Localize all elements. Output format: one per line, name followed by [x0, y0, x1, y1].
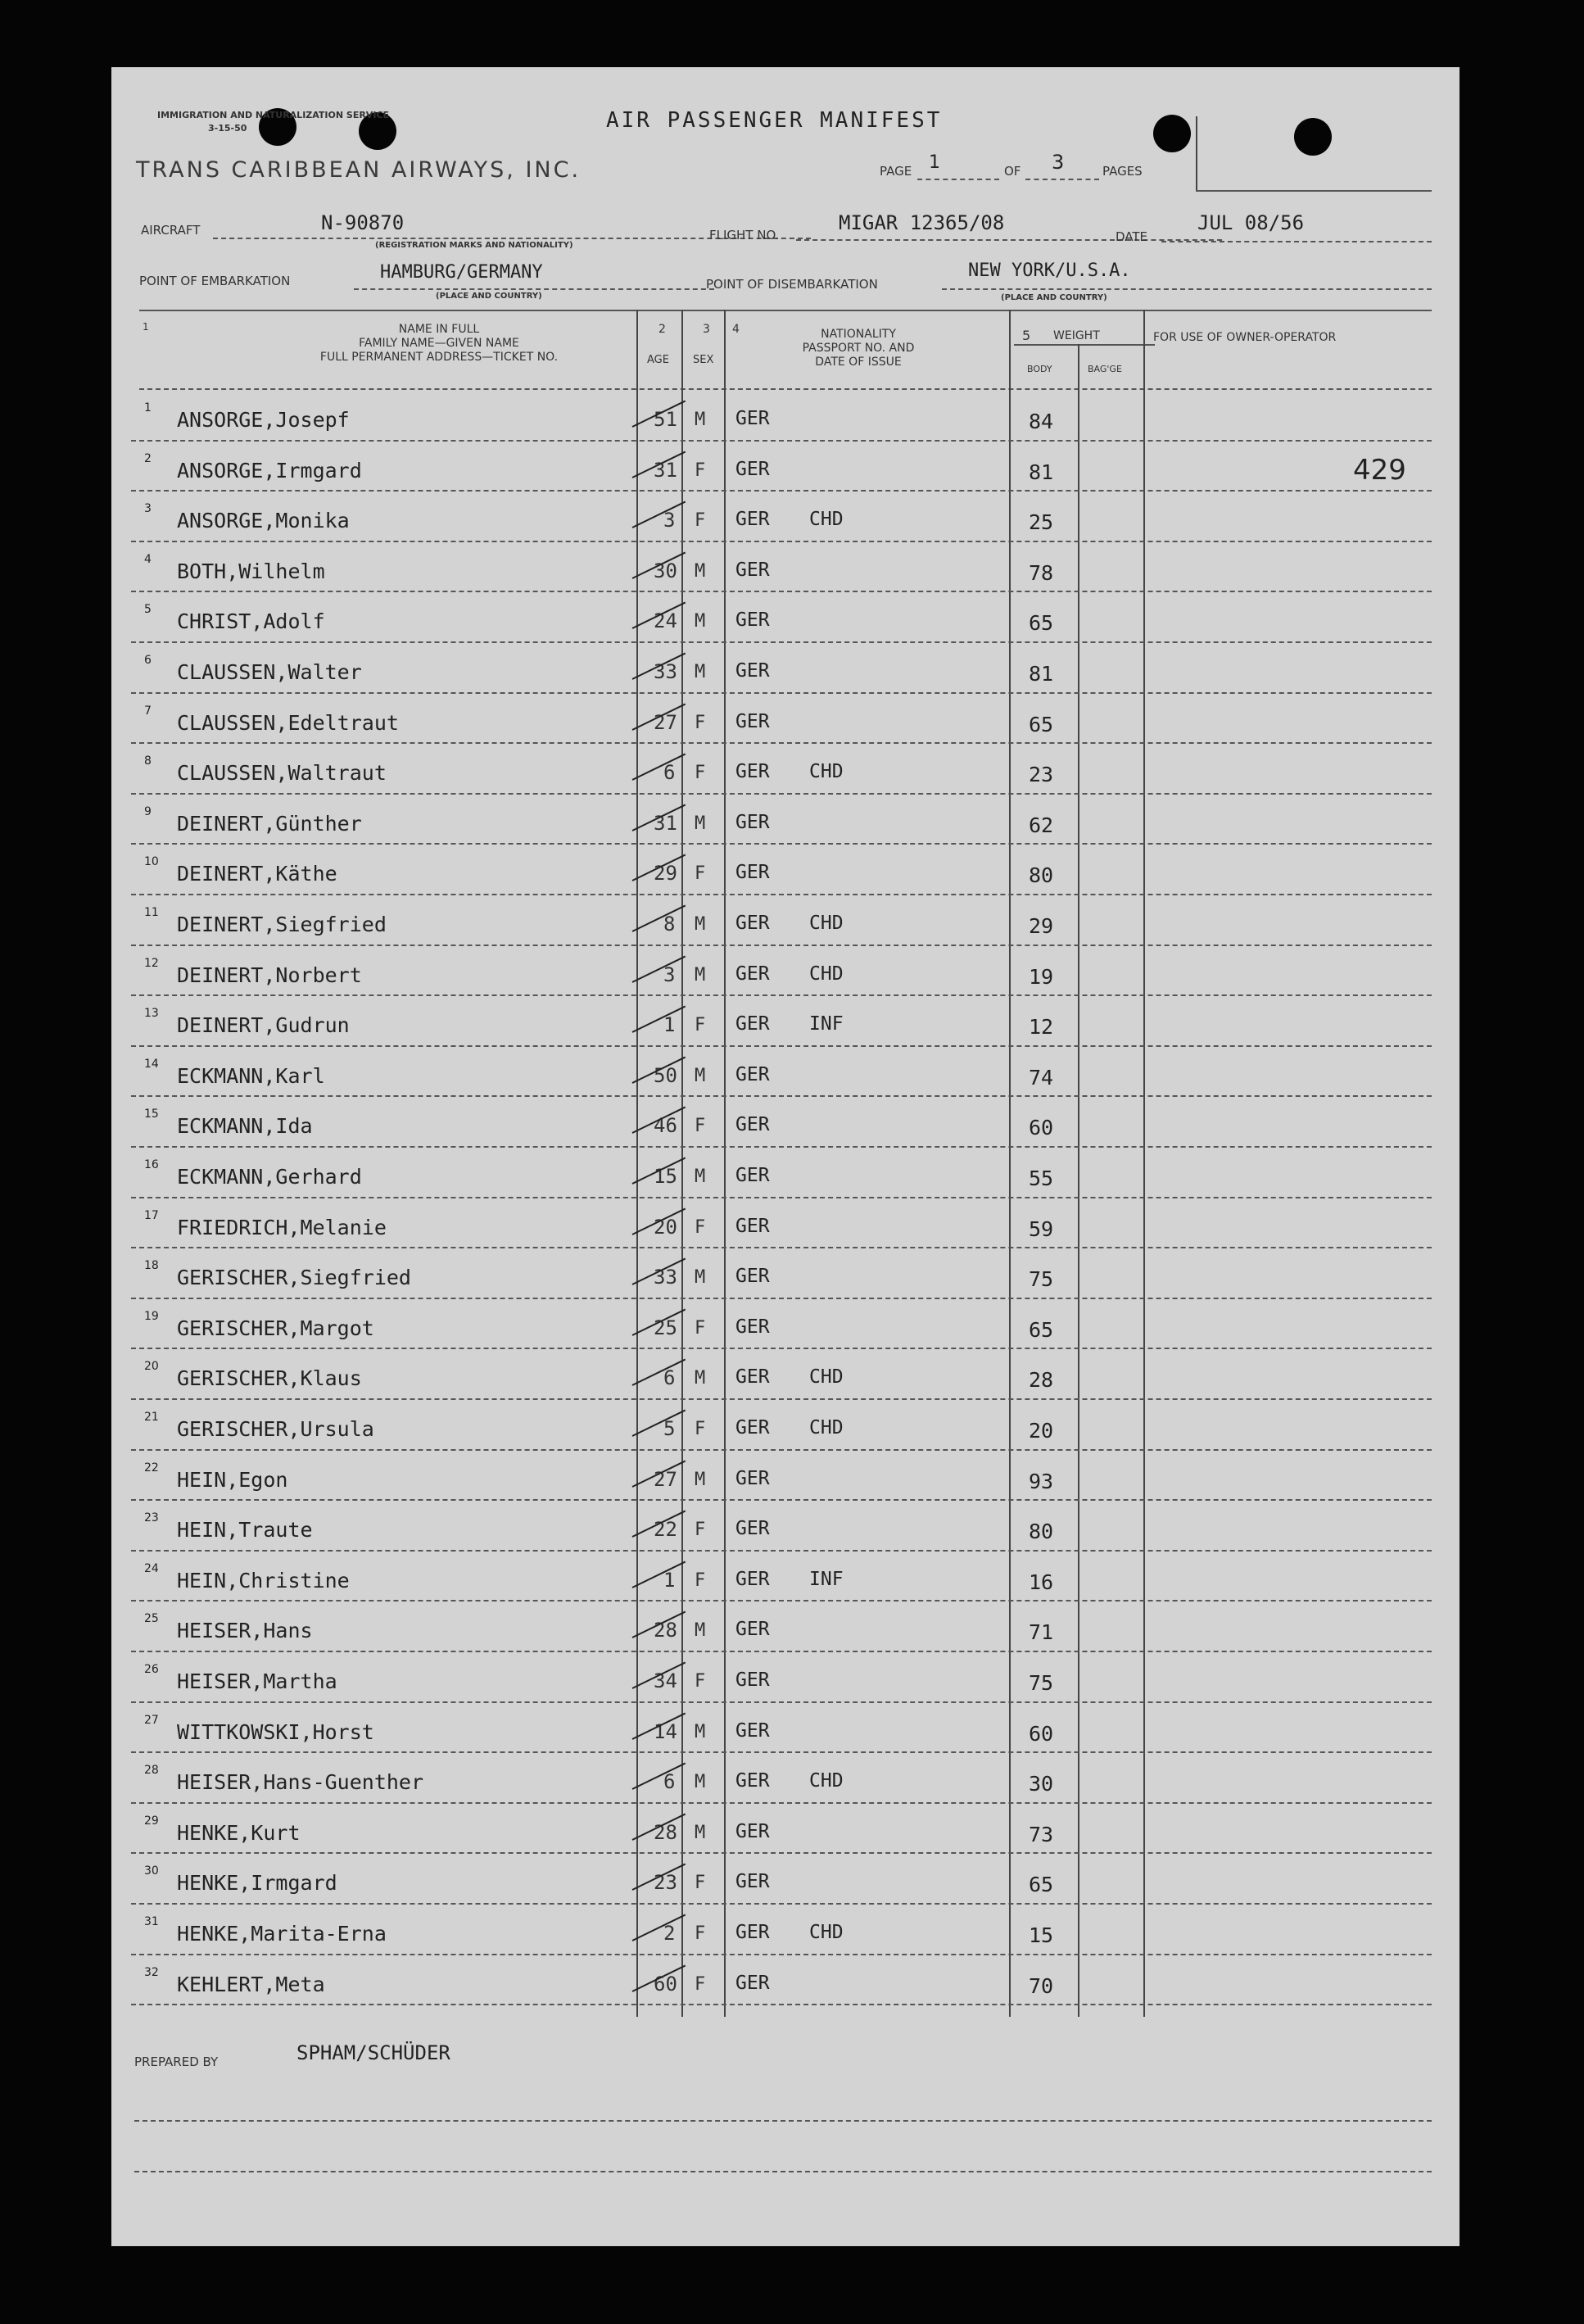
body-weight: 55 [1029, 1167, 1054, 1190]
age-check-mark [632, 501, 686, 528]
passenger-name: FRIEDRICH,Melanie [177, 1215, 387, 1239]
passenger-sex: F [695, 1923, 706, 1944]
passenger-nationality: GER [735, 963, 770, 985]
passenger-nationality: GER [735, 811, 770, 833]
aircraft-note: (REGISTRATION MARKS AND NATIONALITY) [375, 241, 573, 250]
row-number: 14 [144, 1057, 159, 1071]
table-row [111, 1752, 1460, 1803]
body-weight: 19 [1029, 964, 1054, 989]
table-row [111, 1198, 1460, 1248]
body-weight: 84 [1029, 410, 1054, 433]
table-row [111, 693, 1460, 744]
body-weight: 29 [1029, 914, 1054, 938]
passenger-name: CLAUSSEN,Waltraut [177, 761, 387, 786]
passenger-nationality: GER [735, 1316, 770, 1338]
passenger-sex: M [695, 914, 706, 935]
passenger-sex: M [695, 1721, 706, 1742]
passenger-sex: F [695, 1116, 706, 1137]
passenger-name: ECKMANN,Karl [177, 1063, 325, 1088]
table-row [111, 895, 1460, 945]
passenger-sex: M [695, 1368, 706, 1389]
col4-number: 4 [732, 323, 740, 336]
row-number: 25 [144, 1612, 159, 1626]
passenger-name: ANSORGE,Josepf [177, 408, 350, 432]
passenger-category: CHD [809, 1417, 844, 1438]
table-row [111, 1651, 1460, 1702]
table-row [111, 1450, 1460, 1501]
age-check-mark [632, 1763, 686, 1790]
disembarkation-value: NEW YORK/U.S.A. [968, 260, 1131, 281]
table-row [111, 1853, 1460, 1904]
passenger-sex: F [695, 510, 706, 532]
passenger-nationality: GER [735, 1820, 770, 1842]
passenger-age: 2 [663, 1922, 676, 1945]
body-weight: 81 [1029, 662, 1054, 686]
passenger-age: 29 [654, 862, 677, 886]
passenger-name: HEISER,Hans [177, 1619, 313, 1643]
passenger-age: 28 [654, 1820, 677, 1844]
passenger-age: 14 [654, 1719, 677, 1743]
passenger-age: 23 [654, 1871, 677, 1895]
age-check-mark [632, 955, 686, 982]
table-row [111, 1955, 1460, 2005]
body-weight: 65 [1029, 611, 1054, 636]
col3-title: SEX [693, 354, 714, 366]
passenger-sex: M [695, 1620, 706, 1642]
service-line: IMMIGRATION AND NATURALIZATION SERVICE [157, 110, 390, 120]
row-number: 8 [144, 754, 152, 768]
table-row [111, 541, 1460, 592]
page-total: 3 [1052, 151, 1065, 174]
age-check-mark [632, 905, 686, 932]
table-row [111, 1803, 1460, 1854]
row-number: 3 [144, 502, 152, 516]
passenger-nationality: GER [735, 1518, 770, 1540]
table-row [111, 1702, 1460, 1753]
table-row [111, 743, 1460, 794]
passenger-age: 24 [654, 609, 677, 633]
passenger-nationality: GER [735, 559, 770, 581]
passenger-age: 33 [654, 1266, 677, 1289]
table-row [111, 1904, 1460, 1955]
passenger-name: HENKE,Kurt [177, 1820, 301, 1845]
row-number: 24 [144, 1561, 159, 1575]
passenger-name: GERISCHER,Siegfried [177, 1266, 411, 1290]
passenger-age: 33 [654, 660, 677, 683]
passenger-age: 22 [654, 1518, 677, 1542]
embarkation-value: HAMBURG/GERMANY [380, 262, 543, 283]
row-number: 29 [144, 1814, 159, 1828]
col5-title: WEIGHT [1053, 329, 1100, 342]
passenger-name: HEISER,Hans-Guenther [177, 1770, 424, 1795]
passenger-name: DEINERT,Gudrun [177, 1013, 350, 1038]
table-row [111, 1399, 1460, 1450]
col1-title: NAME IN FULL FAMILY NAME—GIVEN NAME FULL PERMANENT ADDRESS—TICKET NO. [319, 323, 559, 364]
row-number: 6 [144, 654, 152, 667]
table-row [111, 1298, 1460, 1349]
flight-value: MIGAR 12365/08 [839, 211, 1005, 234]
passenger-age: 28 [654, 1619, 677, 1642]
passenger-sex: F [695, 712, 706, 733]
row-number: 17 [144, 1208, 159, 1222]
table-row [111, 591, 1460, 642]
age-check-mark [632, 1410, 686, 1437]
col1-number: 1 [143, 321, 149, 333]
body-weight: 73 [1029, 1822, 1054, 1846]
passenger-name: CHRIST,Adolf [177, 609, 325, 634]
passenger-sex: F [695, 1973, 706, 1995]
body-weight: 25 [1029, 510, 1054, 535]
body-weight: 81 [1029, 460, 1054, 484]
passenger-sex: M [695, 1469, 706, 1490]
body-weight: 74 [1029, 1065, 1054, 1090]
table-row [111, 1248, 1460, 1298]
row-number: 2 [144, 451, 152, 465]
passenger-nationality: GER [735, 1770, 770, 1792]
passenger-name: GERISCHER,Klaus [177, 1366, 362, 1391]
passenger-sex: F [695, 1216, 706, 1238]
passenger-sex: M [695, 813, 706, 834]
passenger-name: CLAUSSEN,Edeltraut [177, 710, 399, 735]
page-label: PAGE [880, 164, 912, 179]
embarkation-note: (PLACE AND COUNTRY) [436, 292, 542, 301]
passenger-nationality: GER [735, 1215, 770, 1237]
body-weight: 80 [1029, 863, 1054, 888]
passenger-name: HEIN,Traute [177, 1518, 313, 1543]
passenger-sex: M [695, 1772, 706, 1793]
form-number: 3-15-50 [208, 123, 247, 134]
table-row [111, 441, 1460, 492]
row-number: 32 [144, 1965, 159, 1979]
body-weight: 65 [1029, 1873, 1054, 1897]
passenger-name: HENKE,Irmgard [177, 1871, 337, 1896]
body-weight: 59 [1029, 1216, 1054, 1241]
col3-number: 3 [703, 323, 710, 336]
passenger-age: 3 [663, 509, 676, 532]
passenger-sex: M [695, 560, 706, 582]
row-number: 7 [144, 704, 152, 718]
embarkation-label: POINT OF EMBARKATION [139, 274, 291, 288]
page-number: 1 [929, 152, 940, 173]
passenger-sex: F [695, 1570, 706, 1591]
row-number: 10 [144, 855, 159, 869]
passenger-nationality: GER [735, 1165, 770, 1186]
passenger-age: 3 [663, 963, 676, 986]
passenger-nationality: GER [735, 509, 770, 531]
table-row [111, 1500, 1460, 1551]
passenger-category: CHD [809, 1922, 844, 1943]
body-weight: 75 [1029, 1671, 1054, 1695]
form-title: AIR PASSENGER MANIFEST [606, 108, 943, 133]
passenger-name: DEINERT,Norbert [177, 963, 362, 987]
col2-number: 2 [658, 323, 666, 336]
passenger-name: DEINERT,Siegfried [177, 913, 387, 936]
passenger-age: 27 [654, 710, 677, 734]
body-weight: 80 [1029, 1520, 1054, 1544]
passenger-category: CHD [809, 1770, 844, 1792]
row-number: 28 [144, 1764, 159, 1778]
of-label: OF [1004, 164, 1021, 179]
passenger-sex: M [695, 611, 706, 632]
row-number: 12 [144, 956, 159, 970]
row-number: 4 [144, 552, 152, 566]
passenger-age: 60 [654, 1972, 677, 1996]
table-row [111, 1348, 1460, 1399]
passenger-age: 31 [654, 811, 677, 835]
passenger-sex: M [695, 662, 706, 682]
passenger-age: 27 [654, 1467, 677, 1491]
passenger-name: DEINERT,Günther [177, 811, 362, 836]
row-number: 31 [144, 1915, 159, 1928]
passenger-age: 1 [663, 1568, 676, 1592]
prepared-label: PREPARED BY [134, 2054, 219, 2069]
passenger-nationality: GER [735, 1922, 770, 1943]
passenger-nationality: GER [735, 862, 770, 884]
passenger-nationality: GER [735, 660, 770, 682]
body-weight: 93 [1029, 1469, 1054, 1493]
passenger-name: CLAUSSEN,Walter [177, 660, 362, 684]
punch-hole [1153, 115, 1191, 152]
table-row [111, 1046, 1460, 1097]
table-row [111, 642, 1460, 693]
passenger-age: 6 [663, 1366, 676, 1390]
passenger-category: CHD [809, 761, 844, 783]
row-number: 30 [144, 1864, 159, 1878]
body-weight: 16 [1029, 1570, 1054, 1594]
table-row [111, 390, 1460, 441]
passenger-sex: F [695, 460, 706, 481]
passenger-nationality: GER [735, 1366, 770, 1389]
passenger-sex: F [695, 763, 706, 784]
age-check-mark [632, 1006, 686, 1033]
passenger-age: 6 [663, 761, 676, 785]
passenger-nationality: GER [735, 1669, 770, 1691]
passenger-age: 51 [654, 408, 677, 431]
body-weight: 71 [1029, 1620, 1054, 1645]
row-number: 11 [144, 906, 159, 919]
col6-title: FOR USE OF OWNER-OPERATOR [1153, 331, 1337, 344]
age-check-mark [632, 1561, 686, 1588]
prepared-value: SPHAM/SCHÜDER [296, 2041, 450, 2064]
passenger-age: 5 [663, 1417, 676, 1440]
body-weight: 60 [1029, 1721, 1054, 1746]
passenger-name: DEINERT,Käthe [177, 862, 337, 886]
row-number: 19 [144, 1309, 159, 1323]
body-weight: 15 [1029, 1923, 1054, 1947]
passenger-sex: F [695, 1317, 706, 1339]
date-label: DATE [1116, 229, 1148, 244]
row-number: 20 [144, 1360, 159, 1374]
row-number: 16 [144, 1158, 159, 1171]
passenger-age: 34 [654, 1669, 677, 1692]
body-weight: 65 [1029, 1317, 1054, 1342]
body-weight: 28 [1029, 1368, 1054, 1393]
passenger-nationality: GER [735, 1417, 770, 1438]
passenger-nationality: GER [735, 761, 770, 783]
passenger-category: CHD [809, 913, 844, 934]
table-row [111, 794, 1460, 845]
passenger-nationality: GER [735, 1266, 770, 1288]
row-number: 1 [144, 401, 152, 415]
passenger-age: 1 [663, 1013, 676, 1037]
passenger-nationality: GER [735, 1013, 770, 1035]
row-divider [131, 2004, 1432, 2005]
row-number: 15 [144, 1108, 159, 1121]
punch-hole [1294, 118, 1332, 156]
passenger-name: KEHLERT,Meta [177, 1972, 325, 1996]
carrier-name: TRANS CARIBBEAN AIRWAYS, INC. [136, 157, 582, 183]
passenger-age: 15 [654, 1165, 677, 1188]
passenger-sex: M [695, 1065, 706, 1086]
body-weight: 30 [1029, 1772, 1054, 1796]
passenger-name: WITTKOWSKI,Horst [177, 1719, 374, 1744]
passenger-name: BOTH,Wilhelm [177, 559, 325, 583]
passenger-sex: F [695, 863, 706, 885]
age-check-mark [632, 754, 686, 781]
body-weight: 20 [1029, 1419, 1054, 1443]
passenger-sex: M [695, 410, 706, 430]
flight-label: FLIGHT NO. [709, 228, 780, 242]
passenger-name: HEISER,Martha [177, 1669, 337, 1693]
passenger-nationality: GER [735, 408, 770, 429]
passenger-nationality: GER [735, 1619, 770, 1641]
row-number: 13 [144, 1007, 159, 1021]
row-number: 18 [144, 1259, 159, 1273]
passenger-category: CHD [809, 509, 844, 531]
passenger-age: 8 [663, 913, 676, 935]
passenger-age: 6 [663, 1770, 676, 1794]
table-row [111, 1096, 1460, 1147]
col4-title: NATIONALITY PASSPORT NO. AND DATE OF ISSUE [802, 328, 915, 369]
disembarkation-label: POINT OF DISEMBARKATION [706, 277, 878, 292]
passenger-sex: F [695, 1015, 706, 1036]
body-weight: 12 [1029, 1015, 1054, 1040]
body-weight: 70 [1029, 1973, 1054, 1998]
row-number: 9 [144, 804, 152, 818]
passenger-name: ANSORGE,Irmgard [177, 458, 362, 482]
table-row [111, 844, 1460, 895]
table-row [111, 995, 1460, 1046]
passenger-name: GERISCHER,Ursula [177, 1417, 374, 1441]
body-weight: 78 [1029, 560, 1054, 585]
passenger-nationality: GER [735, 710, 770, 732]
passenger-nationality: GER [735, 1063, 770, 1085]
table-row [111, 1147, 1460, 1198]
passenger-name: ECKMANN,Ida [177, 1114, 313, 1139]
passenger-age: 30 [654, 559, 677, 582]
passenger-nationality: GER [735, 1467, 770, 1489]
row-number: 22 [144, 1461, 159, 1475]
passenger-name: ANSORGE,Monika [177, 509, 350, 533]
passenger-age: 25 [654, 1316, 677, 1339]
passenger-sex: F [695, 1520, 706, 1541]
body-weight: 62 [1029, 813, 1054, 837]
aircraft-value: N-90870 [321, 211, 405, 234]
passenger-name: GERISCHER,Margot [177, 1316, 374, 1340]
passenger-category: INF [809, 1013, 844, 1035]
row-number: 27 [144, 1713, 159, 1727]
passenger-nationality: GER [735, 458, 770, 480]
passenger-nationality: GER [735, 1871, 770, 1893]
body-weight: 65 [1029, 712, 1054, 736]
row-number: 5 [144, 603, 152, 617]
passenger-sex: F [695, 1419, 706, 1439]
date-value: JUL 08/56 [1197, 211, 1305, 234]
row-number: 21 [144, 1411, 159, 1424]
passenger-sex: M [695, 1167, 706, 1187]
col5-body: BODY [1027, 364, 1052, 374]
row-number: 23 [144, 1511, 159, 1525]
passenger-sex: M [695, 964, 706, 985]
passenger-nationality: GER [735, 609, 770, 632]
passenger-age: 46 [654, 1114, 677, 1138]
passenger-name: HEIN,Egon [177, 1467, 288, 1492]
passenger-nationality: GER [735, 913, 770, 934]
passenger-name: HEIN,Christine [177, 1568, 350, 1592]
passenger-age: 20 [654, 1215, 677, 1239]
table-row [111, 491, 1460, 541]
aircraft-label: AIRCRAFT [141, 223, 201, 238]
passenger-age: 50 [654, 1063, 677, 1087]
passenger-category: INF [809, 1568, 844, 1590]
passenger-nationality: GER [735, 1568, 770, 1590]
body-weight: 75 [1029, 1267, 1054, 1292]
passenger-sex: M [695, 1267, 706, 1289]
passenger-age: 31 [654, 458, 677, 482]
col5-baggage: BAG'GE [1088, 364, 1122, 374]
passenger-sex: F [695, 1873, 706, 1894]
passenger-name: ECKMANN,Gerhard [177, 1165, 362, 1189]
table-row [111, 1551, 1460, 1601]
passenger-nationality: GER [735, 1719, 770, 1742]
passenger-nationality: GER [735, 1972, 770, 1994]
table-row [111, 1601, 1460, 1651]
age-check-mark [632, 1914, 686, 1941]
passenger-name: HENKE,Marita-Erna [177, 1922, 387, 1946]
body-weight: 23 [1029, 763, 1054, 787]
passenger-category: CHD [809, 1366, 844, 1389]
passenger-nationality: GER [735, 1114, 770, 1136]
passenger-sex: M [695, 1822, 706, 1843]
table-row [111, 945, 1460, 996]
disembarkation-note: (PLACE AND COUNTRY) [1001, 293, 1107, 302]
col2-title: AGE [647, 354, 669, 366]
row-number: 26 [144, 1663, 159, 1676]
pages-label: PAGES [1102, 164, 1143, 179]
passenger-sex: F [695, 1671, 706, 1692]
manifest-sheet [111, 67, 1460, 2246]
col5-number: 5 [1022, 328, 1031, 343]
body-weight: 60 [1029, 1116, 1054, 1140]
owner-annotation: 429 [1353, 454, 1406, 487]
passenger-category: CHD [809, 963, 844, 985]
age-check-mark [632, 1359, 686, 1386]
